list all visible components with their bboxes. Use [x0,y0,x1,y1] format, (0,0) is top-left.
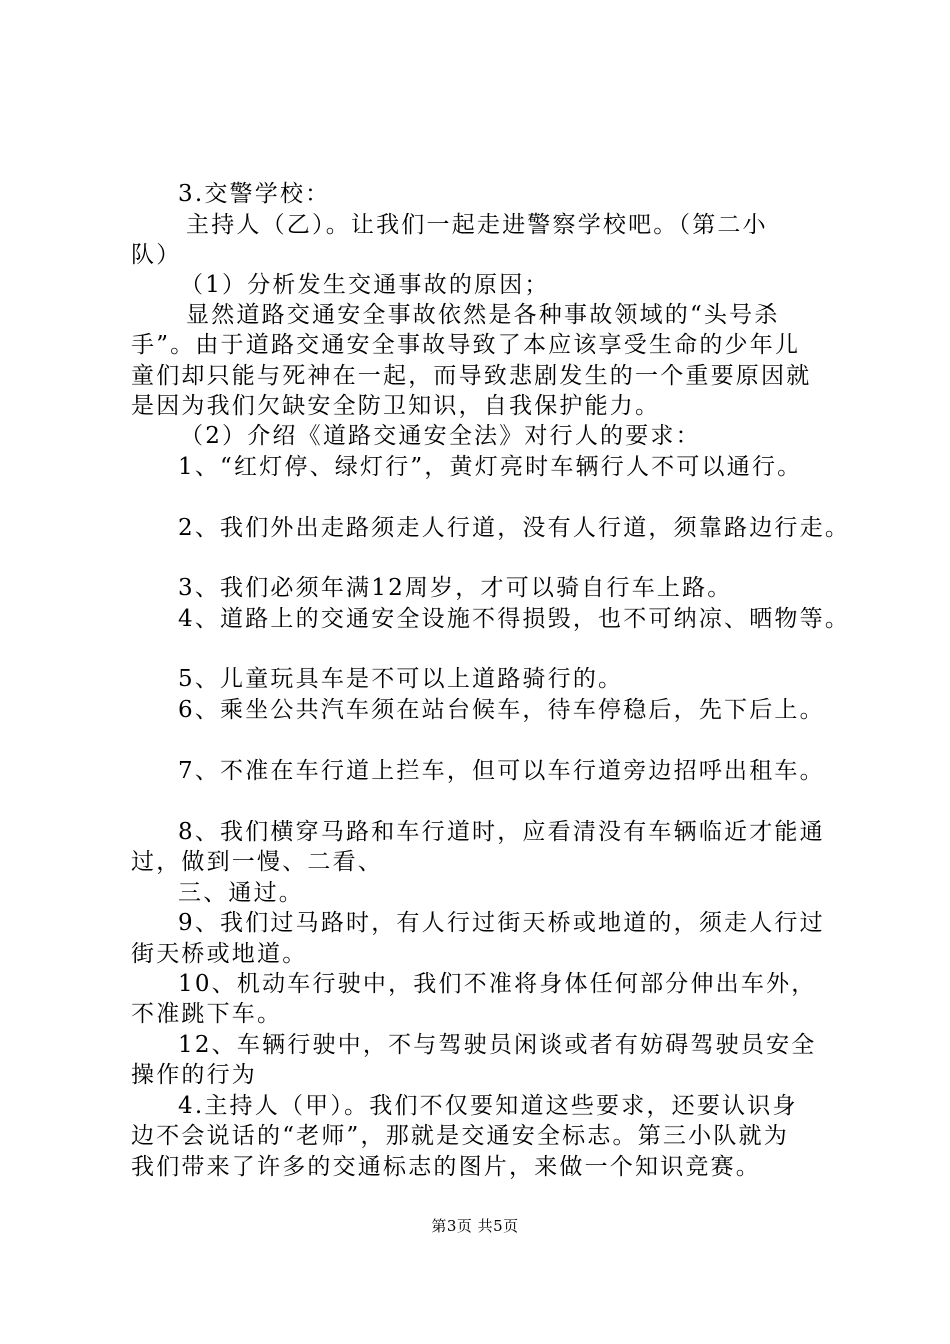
paragraph-line: 不准跳下车。 [131,1001,283,1027]
subheading-pedestrian-rules: （2）介绍《道路交通安全法》对行人的要求： [180,423,701,449]
rule-item-4: 4、道路上的交通安全设施不得损毁，也不可纳凉、晒物等。 [178,606,851,632]
rule-item-10: 10、机动车行驶中，我们不准将身体任何部分伸出车外， [178,971,817,997]
rule-item-7: 7、不准在车行道上拦车，但可以车行道旁边招呼出租车。 [178,758,825,784]
paragraph-line: 队） [131,242,182,268]
rule-item-12: 12、车辆行驶中，不与驾驶员闲谈或者有妨碍驾驶员安全 [178,1032,817,1058]
rule-item-1: 1、“红灯停、绿灯行”，黄灯亮时车辆行人不可以通行。 [178,454,803,480]
section-heading-host-a: 4.主持人（甲）。我们不仅要知道这些要求，还要认识身 [178,1093,798,1119]
paragraph-line: 主持人（乙）。让我们一起走进警察学校吧。（第二小 [186,212,768,238]
paragraph-line: 街天桥或地道。 [131,941,308,967]
paragraph-line: 显然道路交通安全事故依然是各种事故领域的“头号杀 [186,302,780,328]
rule-item-6: 6、乘坐公共汽车须在站台候车，待车停稳后，先下后上。 [178,697,825,723]
rule-item-9: 9、我们过马路时，有人行过街天桥或地道的，须走人行过 [178,910,825,936]
paragraph-line: 童们却只能与死神在一起，而导致悲剧发生的一个重要原因就 [131,363,812,389]
rule-item-8: 8、我们横穿马路和车行道时，应看清没有车辆临近才能通 [178,819,825,845]
section-heading-traffic-police-school: 3.交警学校： [178,181,331,207]
rule-item-3: 3、我们必须年满12周岁，才可以骑自行车上路。 [178,575,733,601]
paragraph-line: 三、通过。 [178,880,304,906]
rule-item-2: 2、我们外出走路须走人行道，没有人行道，须靠路边行走。 [178,515,851,541]
rule-item-5: 5、儿童玩具车是不可以上道路骑行的。 [178,666,624,692]
paragraph-line: 边不会说话的“老师”，那就是交通安全标志。第三小队就为 [131,1123,789,1149]
page-number-footer: 第3页 共5页 [431,1217,519,1235]
paragraph-line: 是因为我们欠缺安全防卫知识，自我保护能力。 [131,393,661,419]
paragraph-line: 操作的行为 [131,1062,257,1088]
paragraph-line: 过，做到一慢、二看、 [131,849,383,875]
paragraph-line: 我们带来了许多的交通标志的图片，来做一个知识竞赛。 [131,1154,761,1180]
paragraph-line: 手”。由于道路交通安全事故导致了本应该享受生命的少年儿 [131,332,801,358]
subheading-accident-causes: （1）分析发生交通事故的原因； [180,272,550,298]
